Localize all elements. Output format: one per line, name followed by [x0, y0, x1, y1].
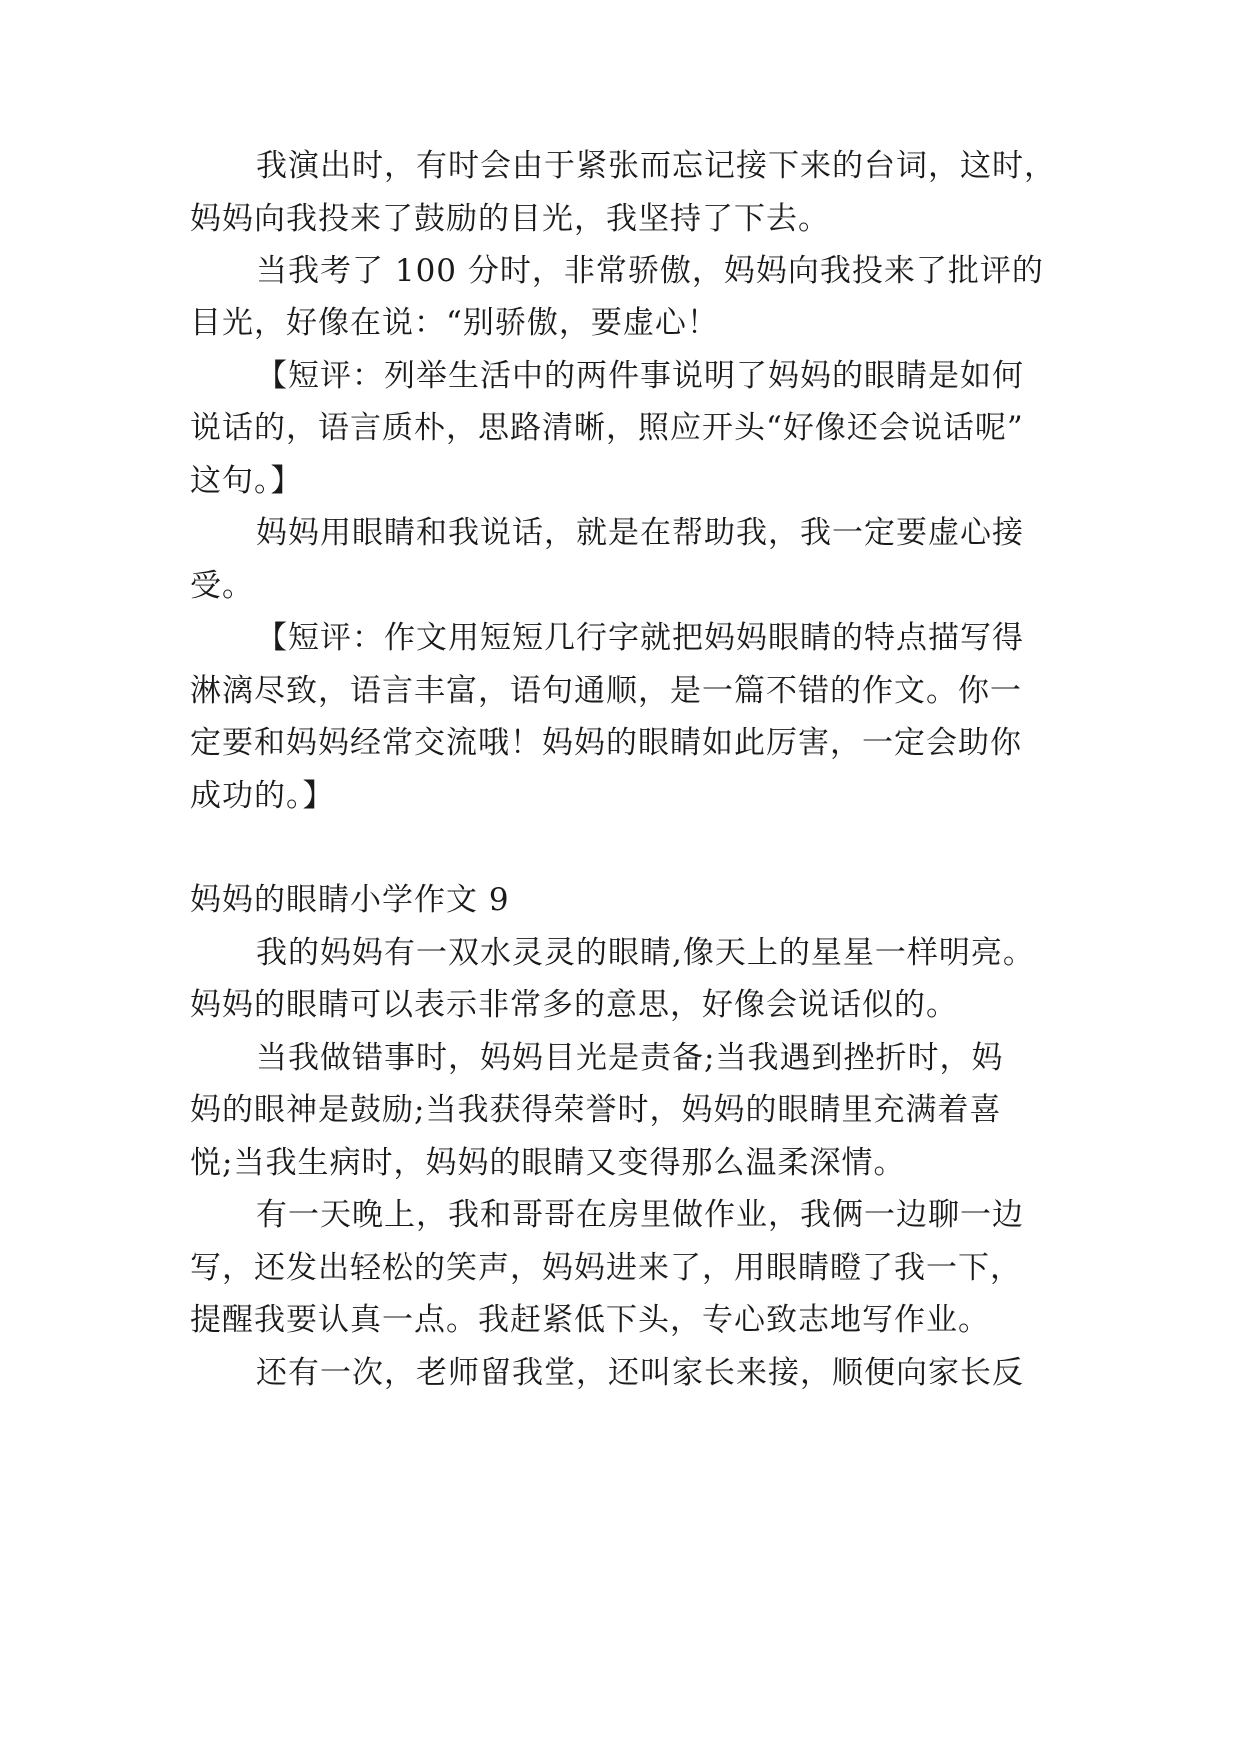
paragraph-line: 有一天晚上，我和哥哥在房里做作业，我俩一边聊一边: [256, 1197, 1024, 1233]
paragraph-line: 写，还发出轻松的笑声，妈妈进来了，用眼睛瞪了我一下，: [190, 1250, 1022, 1286]
paragraph-line: 提醒我要认真一点。我赶紧低下头，专心致志地写作业。: [190, 1302, 990, 1338]
paragraph-line: 妈妈用眼睛和我说话，就是在帮助我，我一定要虚心接: [256, 515, 1024, 551]
comment-line: 成功的。】: [190, 778, 335, 814]
comment-line: 【短评：作文用短短几行字就把妈妈眼睛的特点描写得: [256, 620, 1024, 656]
paragraph-line: 悦;当我生病时，妈妈的眼睛又变得那么温柔深情。: [190, 1145, 906, 1181]
paragraph-line: 妈的眼神是鼓励;当我获得荣誉时，妈妈的眼睛里充满着喜: [190, 1092, 1002, 1128]
comment-line: 说话的，语言质朴，思路清晰，照应开头“好像还会说话呢”: [190, 410, 1024, 446]
comment-line: 这句。】: [190, 463, 303, 499]
paragraph-line: 妈妈的眼睛可以表示非常多的意思，好像会说话似的。: [190, 987, 958, 1023]
paragraph-line: 我演出时，有时会由于紧张而忘记接下来的台词，这时，: [256, 148, 1056, 184]
comment-line: 定要和妈妈经常交流哦！妈妈的眼睛如此厉害，一定会助你: [190, 725, 1022, 761]
paragraph-line: 当我考了 100 分时，非常骄傲，妈妈向我投来了批评的: [256, 253, 1044, 289]
paragraph-line: 我的妈妈有一双水灵灵的眼睛,像天上的星星一样明亮。: [256, 935, 1035, 971]
paragraph-line: 妈妈向我投来了鼓励的目光，我坚持了下去。: [190, 201, 830, 237]
paragraph-line: 还有一次，老师留我堂，还叫家长来接，顺便向家长反: [256, 1355, 1024, 1391]
paragraph-line: 受。: [190, 568, 254, 604]
paragraph-line: 目光，好像在说：“别骄傲，要虚心！: [190, 305, 719, 341]
comment-line: 【短评：列举生活中的两件事说明了妈妈的眼睛是如何: [256, 358, 1024, 394]
comment-line: 淋漓尽致，语言丰富，语句通顺，是一篇不错的作文。你一: [190, 673, 1022, 709]
section-title: 妈妈的眼睛小学作文 9: [190, 882, 510, 918]
paragraph-line: 当我做错事时，妈妈目光是责备;当我遇到挫折时，妈: [256, 1040, 1004, 1076]
